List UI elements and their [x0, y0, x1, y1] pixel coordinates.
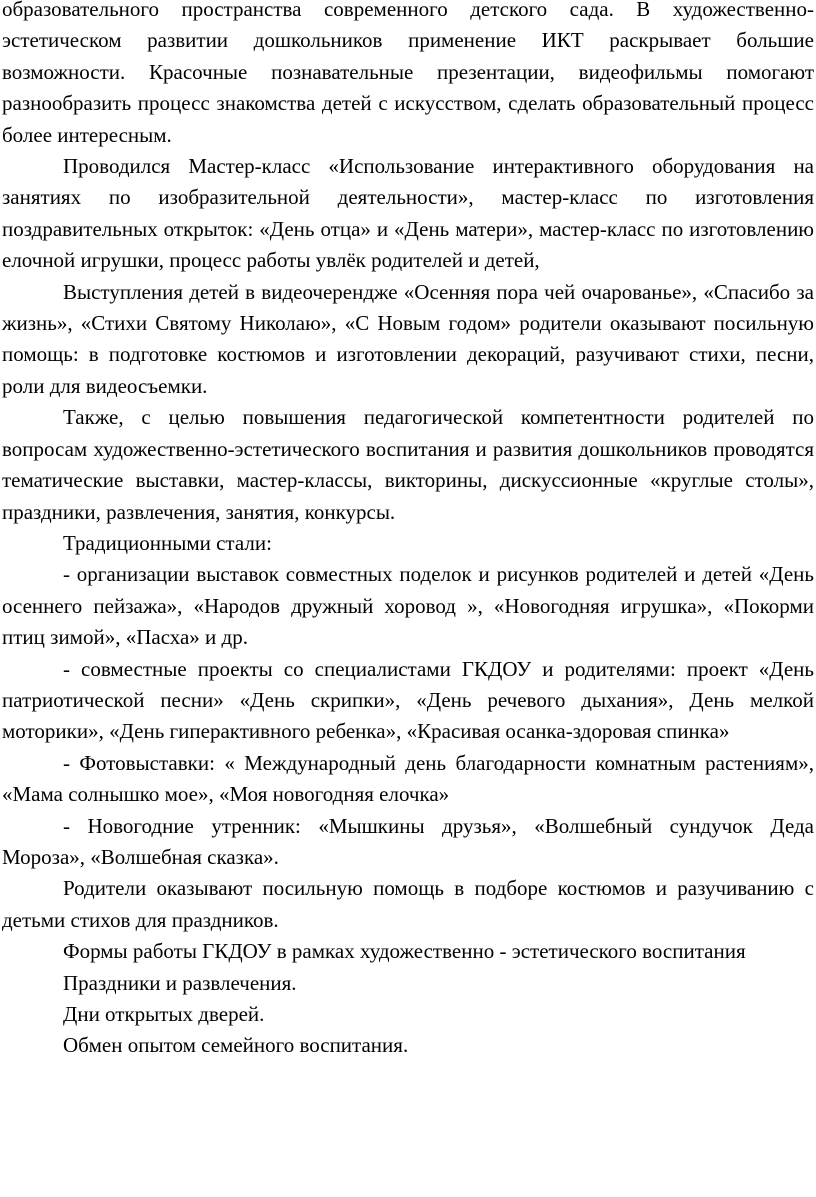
list-item-exhibitions: - организации выставок совместных поделок и рисунков родителей и детей «День осеннего пейзажа», «Народов дружный хоровод », «Новогодняя игрушка», «Покорми птиц зимой», «Пасха» и др. [2, 562, 814, 650]
paragraph-parents-help: Родители оказывают посильную помощь в подборе костюмов и разучиванию с детьми стихов для праздников. [2, 876, 814, 932]
form-item-holidays: Праздники и развлечения. [63, 970, 297, 995]
paragraph-traditional-heading: Традиционными стали: [63, 530, 272, 555]
paragraph-children-performances: Выступления детей в видеочерендже «Осенняя пора чей очарованье», «Спасибо за жизнь», «Стихи Святому Николаю», «С Новым годом» родители оказывают посильную помощь: в подготовке костюмов и изготовлении декораций, разучивают стихи, песни, роли для видеосъемки. [2, 279, 814, 398]
paragraph-parent-competence: Также, с целью повышения педагогической компетентности родителей по вопросам художественно-эстетического воспитания и развития дошкольников проводятся тематические выставки, мастер-классы, викторины, дискуссионные «круглые столы», праздники, развлечения, занятия, конкурсы. [2, 405, 814, 524]
form-item-open-days: Дни открытых дверей. [63, 1002, 265, 1026]
paragraph-intro-continuation: образовательного пространства современного детского сада. В художественно-эстетическом развитии дошкольников применение ИКТ раскрывает большие возможности. Красочные познавательные презентации, видеофильмы помогают разнообразить процесс знакомства детей с искусством, сделать образовательный процесс более интересным. [2, 0, 814, 147]
paragraph-master-classes: Проводился Мастер-класс «Использование интерактивного оборудования на занятиях по изобразительной деятельности», мастер-класс по изготовления поздравительных открыток: «День отца» и «День матери», мастер-класс по изготовлению елочной игрушки, процесс работы увлёк родителей и детей, [2, 154, 814, 273]
list-item-photo-exhibitions: - Фотовыставки: « Международный день благодарности комнатным растениям», «Мама солнышко мое», «Моя новогодняя елочка» [2, 750, 814, 807]
paragraph-work-forms: Формы работы ГКДОУ в рамках художественно - эстетического воспитания [63, 939, 746, 964]
form-item-experience-exchange: Обмен опытом семейного воспитания. [63, 1033, 409, 1058]
list-item-new-year-matinees: - Новогодние утренник: «Мышкины друзья», «Волшебный сундучок Деда Мороза», «Волшебная сказка». [2, 813, 814, 869]
list-item-joint-projects: - совместные проекты со специалистами ГКДОУ и родителями: проект «День патриотической песни» «День скрипки», «День речевого дыхания», День мелкой моторики», «День гиперактивного ребенка», «Красивая осанка-здоровая спинка» [2, 656, 814, 744]
